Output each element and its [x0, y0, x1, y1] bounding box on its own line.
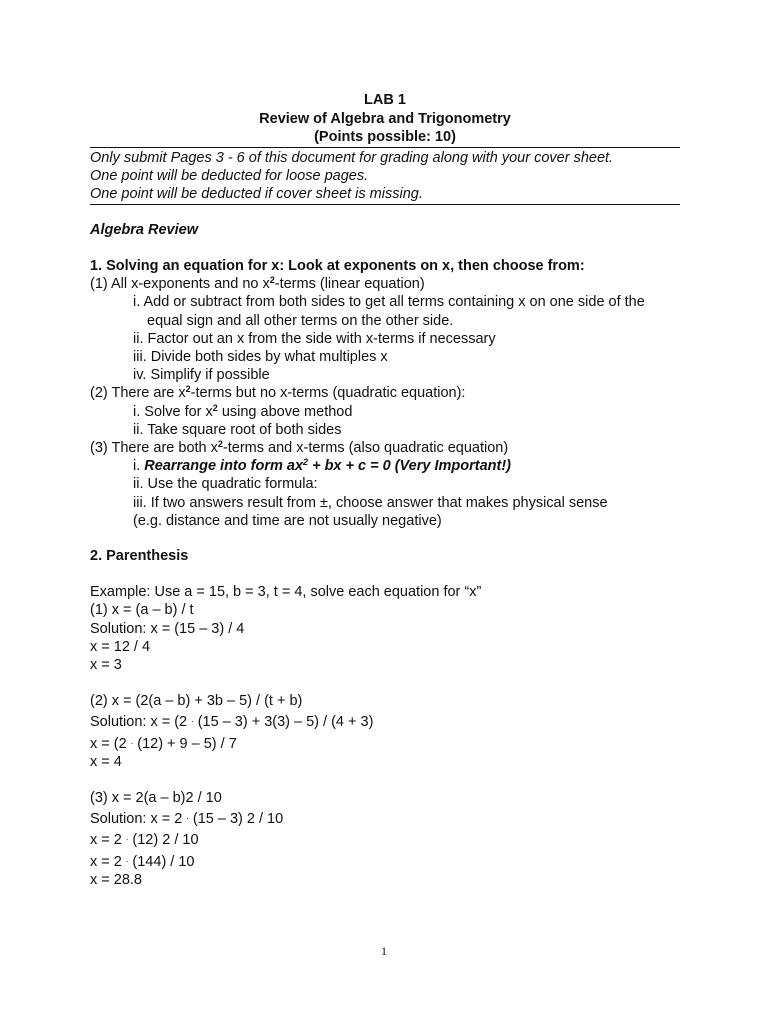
top-rule	[90, 147, 680, 148]
example-line: x = 3	[90, 657, 122, 674]
case-linear: (1) All x-exponents and no $x^2$-terms (linear equation)	[90, 275, 425, 293]
example-line: x = 2 . (12) 2 / 10	[90, 832, 199, 849]
step-line: ii. Use the quadratic formula:	[133, 476, 318, 493]
points-possible: (Points possible: 10)	[314, 129, 456, 145]
example-line: x = 2 . (144) / 10	[90, 853, 195, 870]
example-line: (2) x = (2(a – b) + 3b – 5) / (t + b)	[90, 693, 303, 710]
step-line: iii. Divide both sides by what multiples x	[133, 349, 388, 366]
step-line: ii. Take square root of both sides	[133, 421, 342, 438]
lab-number: LAB 1	[364, 92, 406, 108]
step-line: i. Add or subtract from both sides to get all terms containing x on one side of the	[133, 294, 645, 311]
example-line: x = 28.8	[90, 871, 142, 888]
section-solving-equations	[90, 257, 680, 530]
section-parenthesis	[90, 547, 680, 889]
example-line: (3) x = 2(a – b)2 / 10	[90, 790, 222, 807]
case-quadratic-no-x: (2) There are $x^2$-terms but no x-terms (quadratic equation):	[90, 384, 466, 402]
example-line: x = 12 / 4	[90, 638, 151, 655]
step-line: iv. Simplify if possible	[133, 367, 270, 384]
example-line: Solution: x = 2 . (15 – 3) 2 / 10	[90, 811, 284, 828]
example-statement: Example: Use a = 15, b = 3, t = 4, solve each equation for “x”	[90, 584, 482, 601]
step-line: iii. If two answers result from ±, choose answer that makes physical sense	[133, 494, 608, 511]
notice-line: Only submit Pages 3 - 6 of this document for grading along with your cover sheet.	[90, 150, 614, 166]
step-line: (e.g. distance and time are not usually negative)	[133, 512, 442, 529]
step-line: ii. Factor out an x from the side with x-terms if necessary	[133, 330, 496, 347]
algebra-review-heading: Algebra Review	[90, 222, 198, 238]
step-line: equal sign and all other terms on the other side.	[147, 312, 454, 329]
example-line: Solution: x = (15 – 3) / 4	[90, 620, 245, 637]
section-heading: 1. Solving an equation for x: Look at exponents on x, then choose from:	[90, 258, 585, 274]
submission-notice	[90, 149, 680, 203]
step-line: i. Solve for $x^2$ using above method	[133, 402, 353, 420]
example-line: (1) x = (a – b) / t	[90, 602, 194, 619]
bottom-rule	[90, 204, 680, 205]
page-title: Review of Algebra and Trigonometry	[259, 111, 511, 127]
section-heading: 2. Parenthesis	[90, 548, 189, 564]
example-line: x = (2 . (12) + 9 – 5) / 7	[90, 735, 237, 752]
notice-line: One point will be deducted for loose pages.	[90, 168, 369, 184]
example-line: x = 4	[90, 753, 122, 770]
step-line: i. Rearrange into form $ax^2$ + bx + c = 0 (Very Important!)	[133, 457, 511, 475]
case-quadratic-full: (3) There are both $x^2$-terms and x-terms (also quadratic equation)	[90, 439, 509, 457]
example-line: Solution: x = (2 . (15 – 3) + 3(3) – 5) / (4 + 3)	[90, 714, 374, 731]
page-number: 1	[381, 944, 387, 958]
notice-line: One point will be deducted if cover sheet is missing.	[90, 186, 423, 202]
